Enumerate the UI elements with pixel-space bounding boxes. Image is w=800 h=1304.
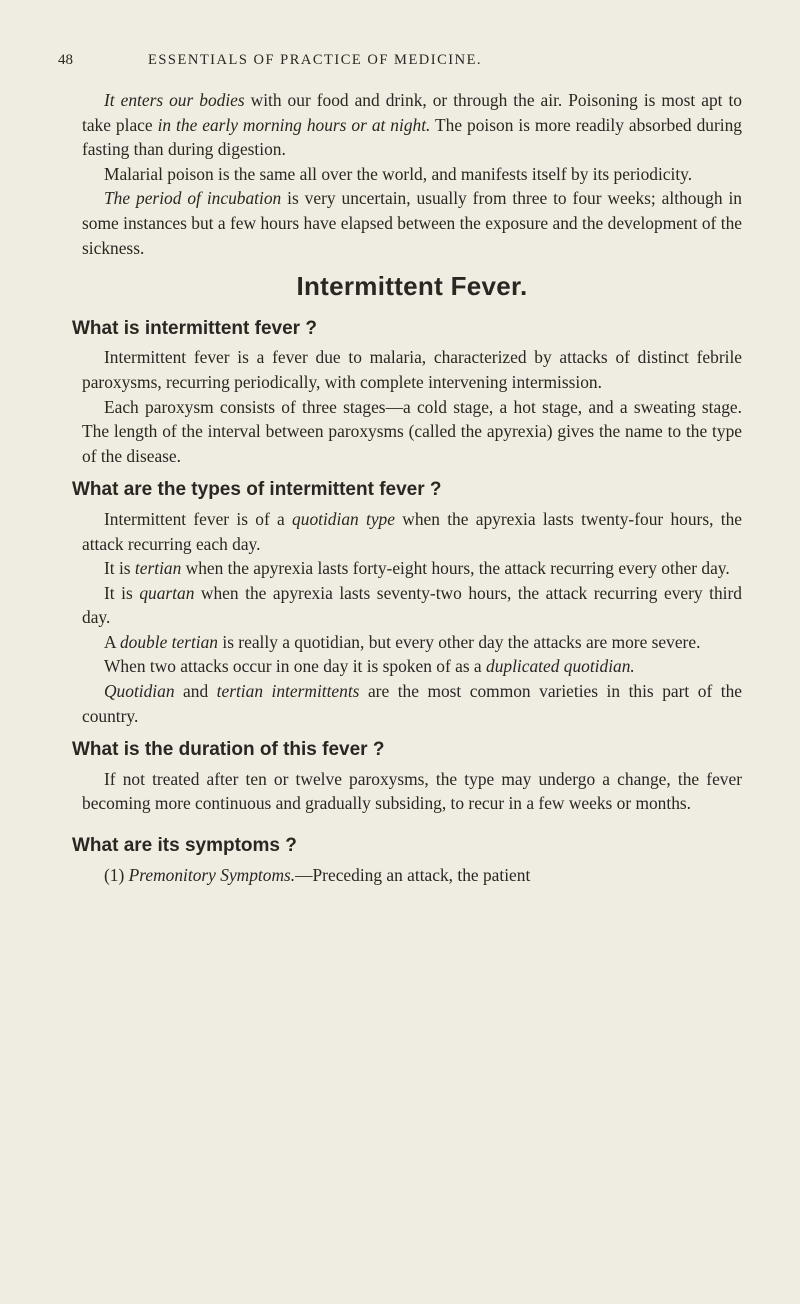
- intro-paragraph-1: [82, 88, 742, 162]
- intro-paragraph-3: [82, 186, 742, 260]
- text-run: When two attacks occur in one day it is spoken of as a: [104, 656, 486, 677]
- types-paragraph-4: [82, 630, 742, 655]
- italic-phrase: quotidian type: [292, 508, 395, 529]
- types-paragraph-1: [82, 507, 742, 556]
- italic-phrase: duplicated quotidian.: [486, 656, 635, 677]
- text-run: It is: [104, 582, 140, 603]
- text-run: A: [104, 631, 120, 652]
- italic-phrase: The period of incubation: [104, 188, 282, 209]
- text-run: when the apyrexia lasts twenty-four hours, the attack recurring each day.: [82, 508, 742, 554]
- text-run: Intermittent fever is of a: [104, 508, 293, 529]
- italic-phrase: tertian intermittents: [216, 681, 360, 702]
- text-run: when the apyrexia lasts seventy-two hours, the attack recurring every third day.: [82, 582, 743, 628]
- italic-phrase: Quotidian: [104, 681, 175, 702]
- definition-paragraph-1: Intermittent fever is a fever due to malaria, characterized by attacks of distinct febrile paroxysms, recurring periodically, with complete intervening intermission.: [82, 347, 742, 392]
- italic-phrase: in the early morning hours or at night.: [157, 114, 431, 135]
- types-paragraph-3: [82, 581, 742, 630]
- definition-paragraph-2: Each paroxysm consists of three stages—a cold stage, a hot stage, and a sweating stage. The length of the interval between paroxysms (called the apyrexia) gives the name to the type of the disease.: [82, 396, 742, 466]
- italic-phrase: double tertian: [119, 631, 219, 652]
- question-heading-symptoms: What are its symptoms ?: [72, 835, 297, 857]
- page-number: 48: [58, 52, 73, 68]
- symptoms-paragraph: [82, 863, 742, 888]
- text-run: (1): [104, 864, 129, 885]
- duration-paragraph: If not treated after ten or twelve paroxysms, the type may undergo a change, the fever becoming more continuous and gradually subsiding, to recur in a few weeks or months.: [82, 768, 742, 814]
- italic-phrase: It enters our bodies: [104, 90, 245, 110]
- text-run: when the apyrexia lasts forty-eight hours, the attack recurring every other day.: [181, 558, 730, 579]
- italic-phrase: quartan: [139, 582, 195, 603]
- text-run: is very uncertain, usually from three to four weeks; although in some instances but a few hours have elapsed between the exposure and the development of the sickness.: [82, 188, 743, 258]
- types-paragraph-6: [82, 679, 742, 728]
- text-run: is really a quotidian, but every other day the attacks are more severe.: [218, 631, 701, 652]
- italic-phrase: Premonitory Symptoms.: [128, 864, 296, 885]
- types-paragraph-2: [82, 556, 742, 581]
- text-run: —Preceding an attack, the patient: [295, 864, 531, 885]
- types-paragraph-5: [82, 654, 742, 679]
- question-heading-types: What are the types of intermittent fever ?: [72, 479, 442, 501]
- text-run: The poison is more readily absorbed during fasting than during digestion.: [82, 114, 742, 160]
- page-body: [72, 88, 743, 887]
- text-run: with our food and drink, or through the air. Poisoning is most apt to take place: [82, 90, 742, 135]
- text-run: are the most common varieties in this part of the country.: [82, 681, 742, 726]
- running-title: ESSENTIALS OF PRACTICE OF MEDICINE.: [148, 52, 483, 68]
- text-run: It is: [104, 558, 135, 579]
- question-heading-duration: What is the duration of this fever ?: [72, 739, 385, 761]
- question-heading-definition: What is intermittent fever ?: [72, 317, 317, 339]
- section-title: Intermittent Fever.: [296, 271, 528, 302]
- italic-phrase: tertian: [134, 558, 182, 579]
- text-run: and: [174, 681, 217, 702]
- intro-paragraph-2: Malarial poison is the same all over the world, and manifests itself by its periodicity.: [104, 163, 693, 184]
